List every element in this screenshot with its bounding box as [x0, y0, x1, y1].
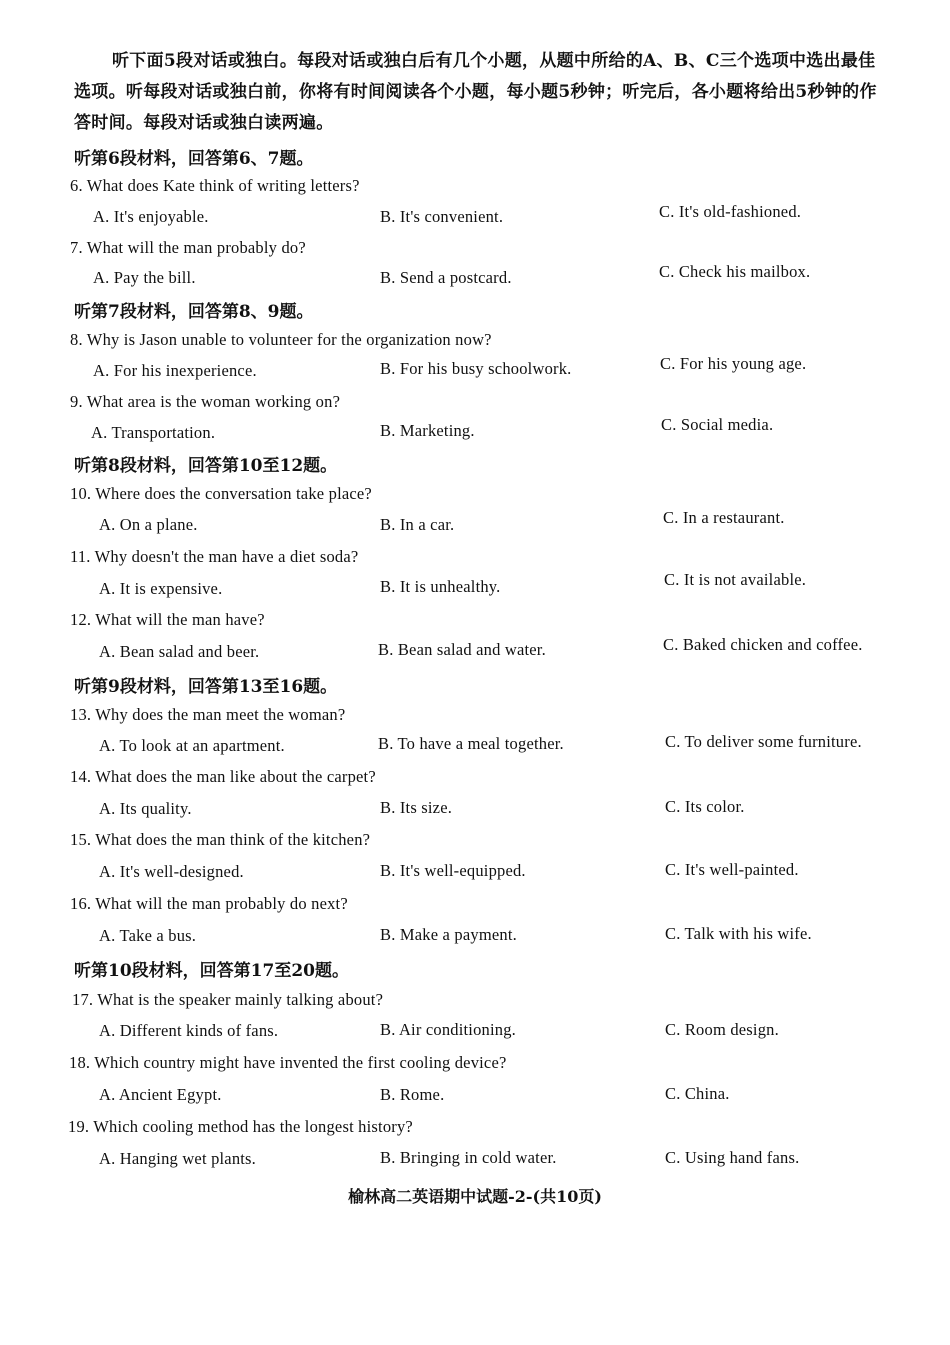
option-c: C. China.: [665, 1084, 730, 1103]
option-c: C. Check his mailbox.: [659, 262, 811, 281]
option-c: C. It is not available.: [664, 570, 807, 589]
option-a: A. It's enjoyable.: [93, 207, 209, 226]
option-a: A. Different kinds of fans.: [99, 1021, 279, 1040]
option-a: A. Ancient Egypt.: [99, 1085, 222, 1104]
question-text: 11. Why doesn't the man have a diet soda?: [70, 547, 359, 566]
option-a: A. For his inexperience.: [93, 361, 257, 380]
option-b: B. Air conditioning.: [380, 1020, 516, 1039]
option-b: B. It's well-equipped.: [380, 861, 526, 880]
option-c: C. Using hand fans.: [665, 1148, 800, 1167]
option-a: A. Bean salad and beer.: [99, 642, 260, 661]
option-c: C. Room design.: [665, 1020, 779, 1039]
question-text: 6. What does Kate think of writing letters?: [70, 176, 360, 195]
question-text: 17. What is the speaker mainly talking about?: [72, 990, 384, 1009]
section-heading: 听第7段材料，回答第8、9题。: [74, 302, 314, 322]
option-b: B. Make a payment.: [380, 925, 517, 944]
section-heading: 听第9段材料，回答第13至16题。: [74, 677, 338, 697]
option-b: B. It's convenient.: [380, 207, 504, 226]
question-text: 18. Which country might have invented the first cooling device?: [69, 1053, 507, 1072]
listening-instructions: 听下面5段对话或独白。每段对话或独白后有几个小题，从题中所给的A、B、C三个选项中选出最佳选项。听每段对话或独白前，你将有时间阅读各个小题，每小题5秒钟；听完后，各小题将给出5秒钟的作答时间。每段对话或独白读两遍。: [74, 51, 877, 133]
option-c: C. Talk with his wife.: [665, 924, 812, 943]
option-b: B. For his busy schoolwork.: [380, 359, 572, 378]
option-c: C. For his young age.: [660, 354, 807, 373]
option-b: B. Send a postcard.: [380, 268, 512, 287]
page-footer: 榆林高二英语期中试题-2-(共10页): [348, 1187, 602, 1206]
section-heading: 听第10段材料，回答第17至20题。: [74, 961, 349, 981]
option-a: A. It's well-designed.: [99, 862, 244, 881]
option-c: C. Baked chicken and coffee.: [663, 635, 863, 654]
question-text: 19. Which cooling method has the longest history?: [68, 1117, 413, 1136]
question-text: 9. What area is the woman working on?: [70, 392, 341, 411]
question-text: 7. What will the man probably do?: [70, 238, 306, 257]
question-text: 13. Why does the man meet the woman?: [70, 705, 346, 724]
option-b: B. Marketing.: [380, 421, 475, 440]
option-c: C. In a restaurant.: [663, 508, 785, 527]
option-b: B. Its size.: [380, 798, 453, 817]
question-text: 14. What does the man like about the carpet?: [70, 767, 376, 786]
option-a: A. Take a bus.: [99, 926, 197, 945]
option-a: A. Pay the bill.: [93, 268, 196, 287]
section-heading: 听第6段材料，回答第6、7题。: [74, 149, 314, 169]
option-c: C. Social media.: [661, 415, 774, 434]
question-text: 8. Why is Jason unable to volunteer for the organization now?: [70, 330, 492, 349]
option-a: A. On a plane.: [99, 515, 198, 534]
option-a: A. To look at an apartment.: [99, 736, 285, 755]
option-c: C. To deliver some furniture.: [665, 732, 862, 751]
option-a: A. Transportation.: [91, 423, 216, 442]
option-a: A. Hanging wet plants.: [99, 1149, 257, 1168]
question-text: 15. What does the man think of the kitchen?: [70, 830, 371, 849]
question-text: 16. What will the man probably do next?: [70, 894, 348, 913]
option-b: B. Bringing in cold water.: [380, 1148, 557, 1167]
option-b: B. Rome.: [380, 1085, 445, 1104]
question-text: 12. What will the man have?: [70, 610, 265, 629]
option-b: B. Bean salad and water.: [378, 640, 546, 659]
option-b: B. To have a meal together.: [378, 734, 564, 753]
option-b: B. In a car.: [380, 515, 455, 534]
option-a: A. Its quality.: [99, 799, 192, 818]
question-text: 10. Where does the conversation take place?: [70, 484, 372, 503]
option-c: C. It's old-fashioned.: [659, 202, 802, 221]
section-heading: 听第8段材料，回答第10至12题。: [74, 456, 338, 476]
option-a: A. It is expensive.: [99, 579, 223, 598]
option-c: C. It's well-painted.: [665, 860, 799, 879]
option-b: B. It is unhealthy.: [380, 577, 501, 596]
option-c: C. Its color.: [665, 797, 745, 816]
